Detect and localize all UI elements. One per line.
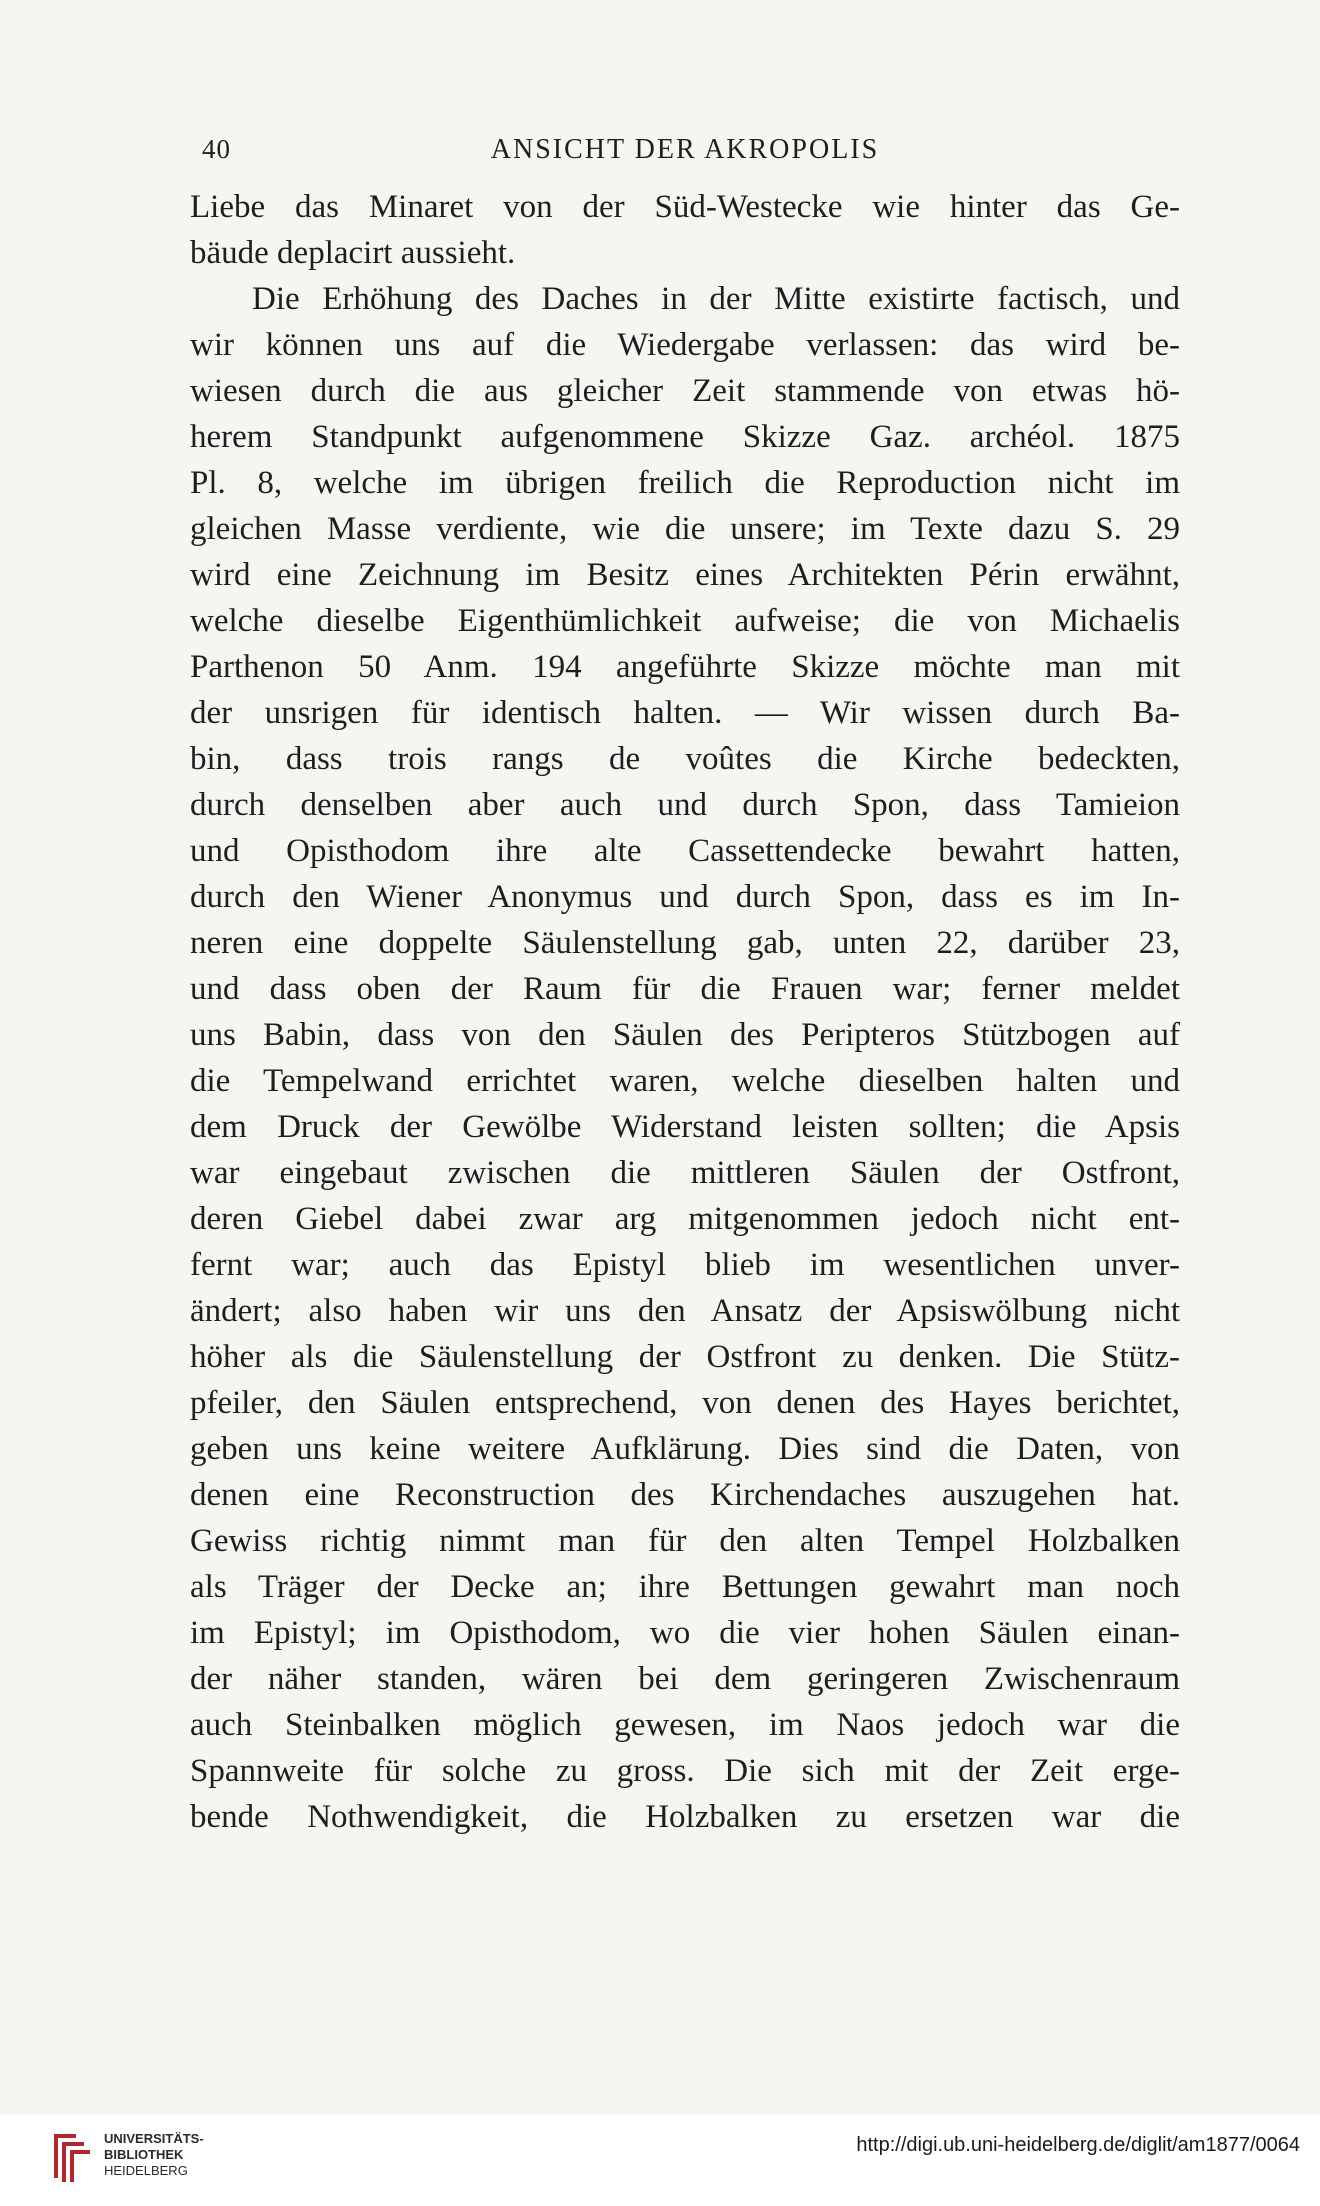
text-line: im Epistyl; im Opisthodom, wo die vier hohen Säulen einan- (190, 1615, 1180, 1651)
library-name-line: HEIDELBERG (104, 2163, 188, 2178)
page-number: 40 (202, 134, 231, 164)
text-line: deren Giebel dabei zwar arg mitgenommen jedoch nicht ent- (190, 1201, 1180, 1237)
text-line: fernt war; auch das Epistyl blieb im wesentlichen unver- (190, 1247, 1180, 1283)
text-line: auch Steinbalken möglich gewesen, im Naos jedoch war die (190, 1707, 1180, 1743)
text-line: ändert; also haben wir uns den Ansatz der Apsiswölbung nicht (190, 1293, 1180, 1329)
page-header (190, 134, 1180, 174)
text-line: neren eine doppelte Säulenstellung gab, unten 22, darüber 23, (190, 925, 1180, 961)
running-title: ANSICHT DER AKROPOLIS (490, 134, 880, 165)
text-line: höher als die Säulenstellung der Ostfront zu denken. Die Stütz- (190, 1339, 1180, 1375)
text-line: dem Druck der Gewölbe Widerstand leisten sollten; die Apsis (190, 1109, 1180, 1145)
text-line: war eingebaut zwischen die mittleren Säulen der Ostfront, (190, 1155, 1180, 1191)
library-name-line: BIBLIOTHEK (104, 2147, 184, 2162)
library-name-line: UNIVERSITÄTS- (104, 2131, 204, 2146)
text-line: bäude deplacirt aussieht. (190, 235, 516, 271)
text-line: Die Erhöhung des Daches in der Mitte existirte factisch, und (252, 281, 1180, 317)
text-line: Pl. 8, welche im übrigen freilich die Reproduction nicht im (190, 465, 1180, 501)
text-line: und Opisthodom ihre alte Cassettendecke bewahrt hatten, (190, 833, 1180, 869)
text-line: wiesen durch die aus gleicher Zeit stammende von etwas hö- (190, 373, 1180, 409)
library-name (104, 2131, 204, 2179)
text-line: welche dieselbe Eigenthümlichkeit aufweise; die von Michaelis (190, 603, 1180, 639)
text-line: bende Nothwendigkeit, die Holzbalken zu ersetzen war die (190, 1799, 1180, 1835)
text-line: durch den Wiener Anonymus und durch Spon, dass es im In- (190, 879, 1180, 915)
text-line: Parthenon 50 Anm. 194 angeführte Skizze möchte man mit (190, 649, 1180, 685)
text-line: die Tempelwand errichtet waren, welche dieselben halten und (190, 1063, 1180, 1099)
text-line: pfeiler, den Säulen entsprechend, von denen des Hayes berichtet, (190, 1385, 1180, 1421)
text-line: geben uns keine weitere Aufklärung. Dies sind die Daten, von (190, 1431, 1180, 1467)
text-line: durch denselben aber auch und durch Spon, dass Tamieion (190, 787, 1180, 823)
text-line: bin, dass trois rangs de voûtes die Kirche bedeckten, (190, 741, 1180, 777)
text-line: wird eine Zeichnung im Besitz eines Architekten Périn erwähnt, (190, 557, 1180, 593)
body-text (190, 184, 1180, 1840)
text-line: Gewiss richtig nimmt man für den alten Tempel Holzbalken (190, 1523, 1180, 1559)
text-line: der unsrigen für identisch halten. — Wir wissen durch Ba- (190, 695, 1180, 731)
text-line: der näher standen, wären bei dem geringeren Zwischenraum (190, 1661, 1180, 1697)
library-logo-icon (50, 2128, 94, 2184)
text-line: Spannweite für solche zu gross. Die sich mit der Zeit erge- (190, 1753, 1180, 1789)
text-line: denen eine Reconstruction des Kirchendaches auszugehen hat. (190, 1477, 1180, 1513)
text-line: herem Standpunkt aufgenommene Skizze Gaz. archéol. 1875 (190, 419, 1180, 455)
text-line: uns Babin, dass von den Säulen des Peripteros Stützbogen auf (190, 1017, 1180, 1053)
text-line: wir können uns auf die Wiedergabe verlassen: das wird be- (190, 327, 1180, 363)
text-line: Liebe das Minaret von der Süd-Westecke wie hinter das Ge- (190, 189, 1180, 225)
text-line: gleichen Masse verdiente, wie die unsere; im Texte dazu S. 29 (190, 511, 1180, 547)
text-line: als Träger der Decke an; ihre Bettungen gewahrt man noch (190, 1569, 1180, 1605)
text-line: und dass oben der Raum für die Frauen war; ferner meldet (190, 971, 1180, 1007)
source-url-link[interactable]: http://digi.ub.uni-heidelberg.de/diglit/am1877/0064 (856, 2134, 1300, 2156)
